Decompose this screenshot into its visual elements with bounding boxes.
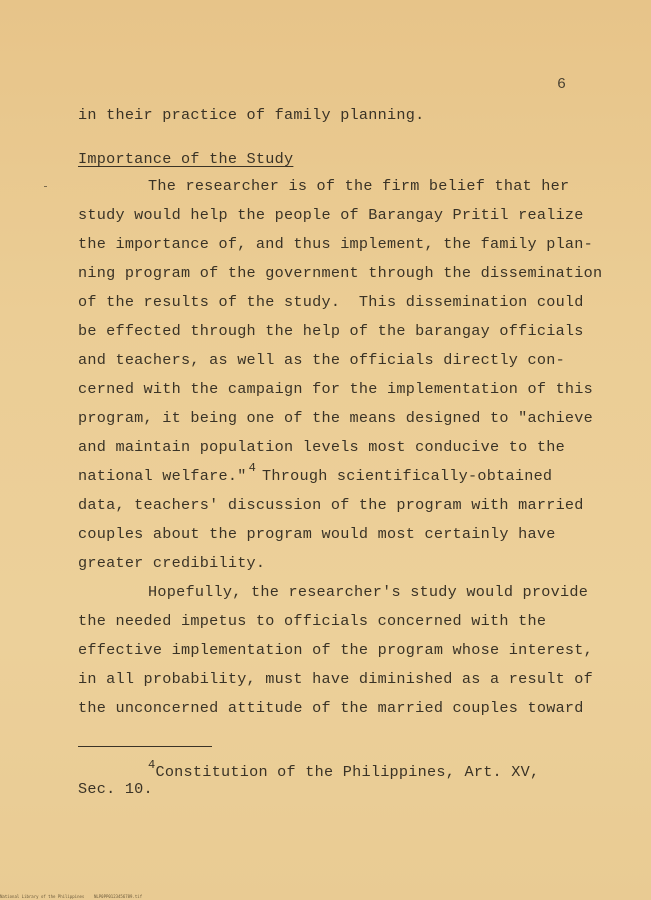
continuation-line: in their practice of family planning. xyxy=(78,106,425,124)
para2-line: effective implementation of the program whose interest, xyxy=(78,641,594,659)
footnote-reference-mark: 4 xyxy=(248,461,257,475)
para1-line: program, it being one of the means designed to "achieve xyxy=(78,409,594,427)
para1-line: of the results of the study. This dissemination could xyxy=(78,293,584,311)
para1-text-after-mark: Through scientifically-obtained xyxy=(262,467,553,485)
section-heading: Importance of the Study xyxy=(78,150,294,168)
scan-library-label: National Library of the Philippines xyxy=(0,894,85,899)
para2-line: Hopefully, the researcher's study would provide xyxy=(148,583,589,601)
scan-code: NLP0PP0123456789.tif xyxy=(93,894,143,899)
page-number: 6 xyxy=(557,76,567,93)
para1-line: cerned with the campaign for the implementation of this xyxy=(78,380,594,398)
footnote-line xyxy=(148,758,540,783)
footnote-line-2: Sec. 10. xyxy=(78,780,153,798)
para1-line: greater credibility. xyxy=(78,554,266,572)
margin-mark xyxy=(44,186,47,187)
para1-line: and maintain population levels most conducive to the xyxy=(78,438,565,456)
para2-line: the unconcerned attitude of the married couples toward xyxy=(78,699,584,717)
footnote-rule xyxy=(78,746,212,747)
para1-line: The researcher is of the firm belief that her xyxy=(148,177,570,195)
para1-line: couples about the program would most certainly have xyxy=(78,525,556,543)
para1-footnote-line xyxy=(78,461,553,487)
para2-line: the needed impetus to officials concerned with the xyxy=(78,612,547,630)
scan-footer xyxy=(0,894,142,899)
para1-line: and teachers, as well as the officials directly con- xyxy=(78,351,565,369)
footnote-text: Constitution of the Philippines, Art. XV, xyxy=(155,763,540,781)
footnote-mark: 4 xyxy=(148,758,156,772)
para1-line: study would help the people of Barangay Pritil realize xyxy=(78,206,584,224)
para1-line: ning program of the government through the dissemination xyxy=(78,264,603,282)
para2-line: in all probability, must have diminished as a result of xyxy=(78,670,594,688)
para1-line: the importance of, and thus implement, the family plan- xyxy=(78,235,594,253)
para1-line: be effected through the help of the barangay officials xyxy=(78,322,584,340)
para1-line: data, teachers' discussion of the program with married xyxy=(78,496,584,514)
para1-text-before-mark: national welfare." xyxy=(78,467,247,485)
